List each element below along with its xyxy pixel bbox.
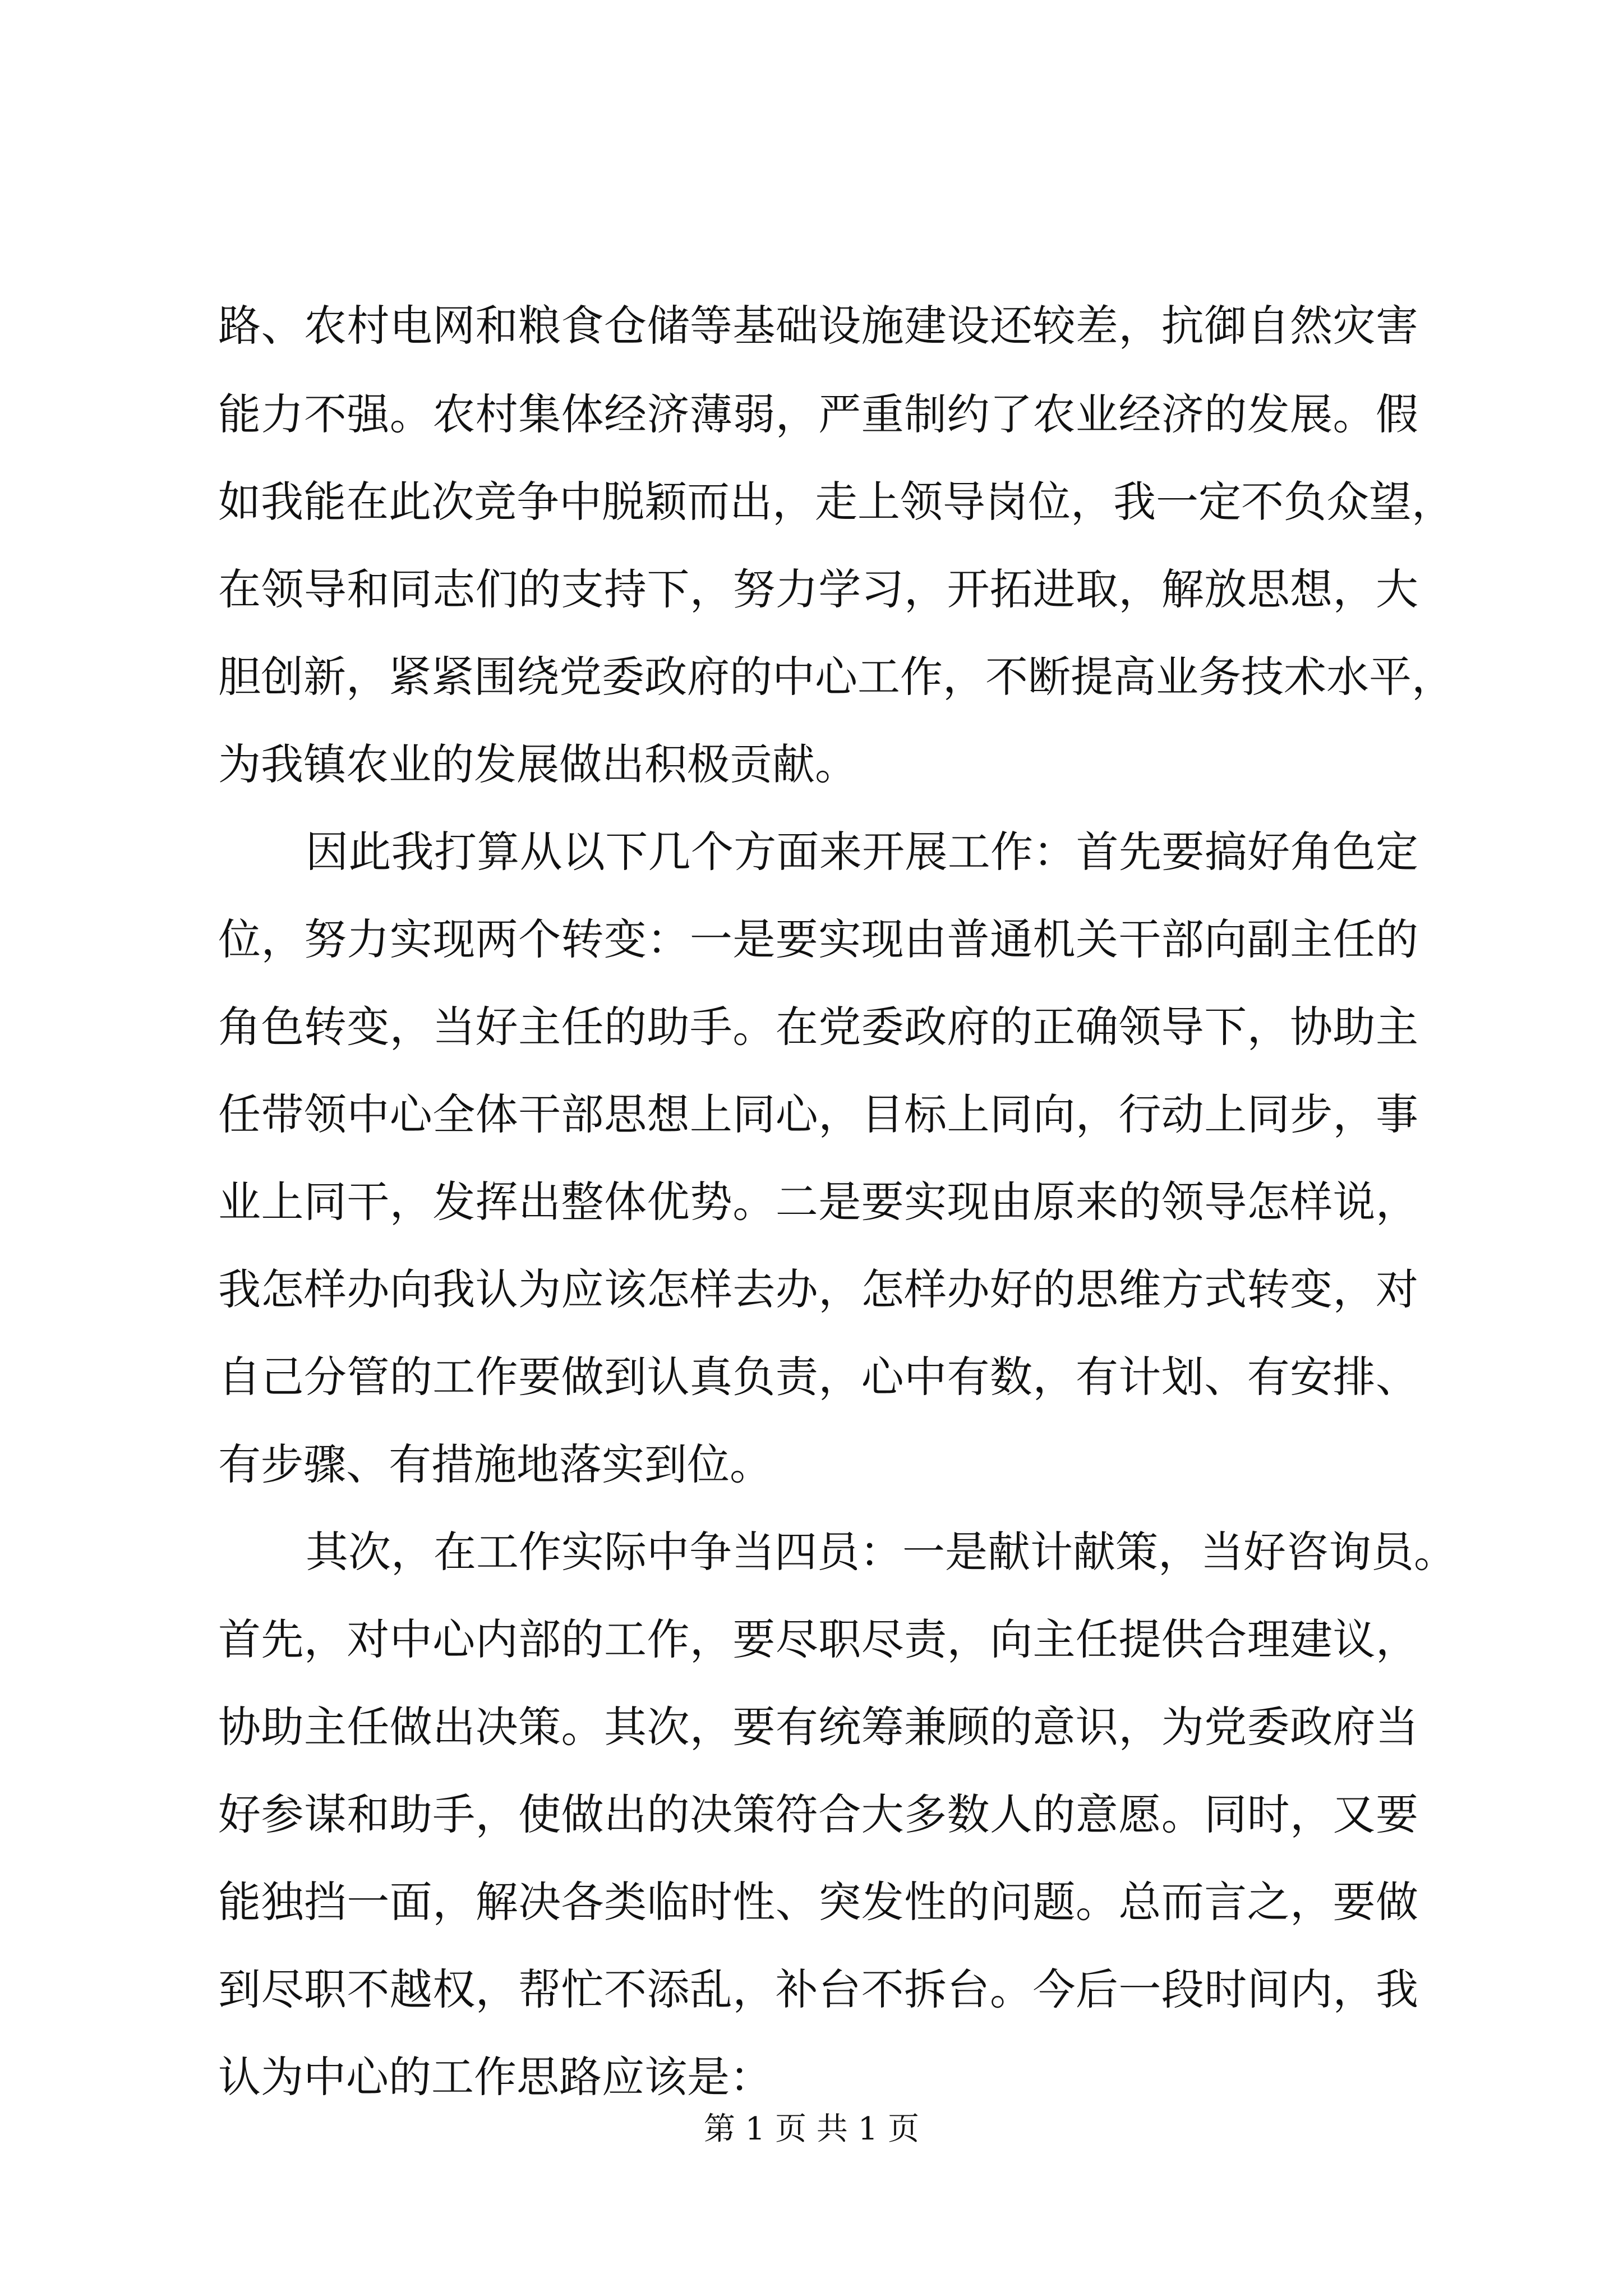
paragraph-line: 如我能在此次竞争中脱颖而出，走上领导岗位，我一定不负众望，	[218, 477, 1454, 527]
paragraph-line: 有步骤、有措施地落实到位。	[218, 1439, 772, 1489]
paragraph-line: 好参谋和助手，使做出的决策符合大多数人的意愿。同时，又要	[218, 1789, 1418, 1839]
paragraph-line: 到尽职不越权，帮忙不添乱，补台不拆台。今后一段时间内，我	[218, 1964, 1418, 2014]
paragraph-line: 我怎样办向我认为应该怎样去办，怎样办好的思维方式转变，对	[218, 1264, 1418, 1314]
paragraph-line: 认为中心的工作思路应该是：	[218, 2052, 772, 2102]
paragraph-line: 协助主任做出决策。其次，要有统筹兼顾的意识，为党委政府当	[218, 1702, 1418, 1752]
paragraph-line: 胆创新，紧紧围绕党委政府的中心工作，不断提高业务技术水平，	[218, 652, 1454, 702]
paragraph-line: 位，努力实现两个转变：一是要实现由普通机关干部向副主任的	[218, 914, 1418, 964]
paragraph-line: 在领导和同志们的支持下，努力学习，开拓进取，解放思想，大	[218, 564, 1418, 614]
paragraph-line: 角色转变，当好主任的助手。在党委政府的正确领导下，协助主	[218, 1002, 1418, 1052]
paragraph-line: 其次，在工作实际中争当四员：一是献计献策，当好咨询员。	[306, 1527, 1456, 1577]
paragraph-line: 路、农村电网和粮食仓储等基础设施建设还较差，抗御自然灾害	[218, 301, 1418, 351]
paragraph-line: 自己分管的工作要做到认真负责，心中有数，有计划、有安排、	[218, 1352, 1418, 1402]
paragraph-line: 能独挡一面，解决各类临时性、突发性的问题。总而言之，要做	[218, 1877, 1418, 1927]
page-footer: 第 1 页 共 1 页	[703, 2111, 920, 2147]
paragraph-line: 任带领中心全体干部思想上同心，目标上同向，行动上同步，事	[218, 1089, 1418, 1139]
paragraph-line: 业上同干，发挥出整体优势。二是要实现由原来的领导怎样说，	[218, 1177, 1418, 1227]
paragraph-line: 为我镇农业的发展做出积极贡献。	[218, 739, 857, 789]
paragraph-line: 因此我打算从以下几个方面来开展工作：首先要搞好角色定	[306, 827, 1418, 877]
paragraph-line: 首先，对中心内部的工作，要尽职尽责，向主任提供合理建议，	[218, 1614, 1418, 1664]
paragraph-line: 能力不强。农村集体经济薄弱，严重制约了农业经济的发展。假	[218, 389, 1418, 439]
